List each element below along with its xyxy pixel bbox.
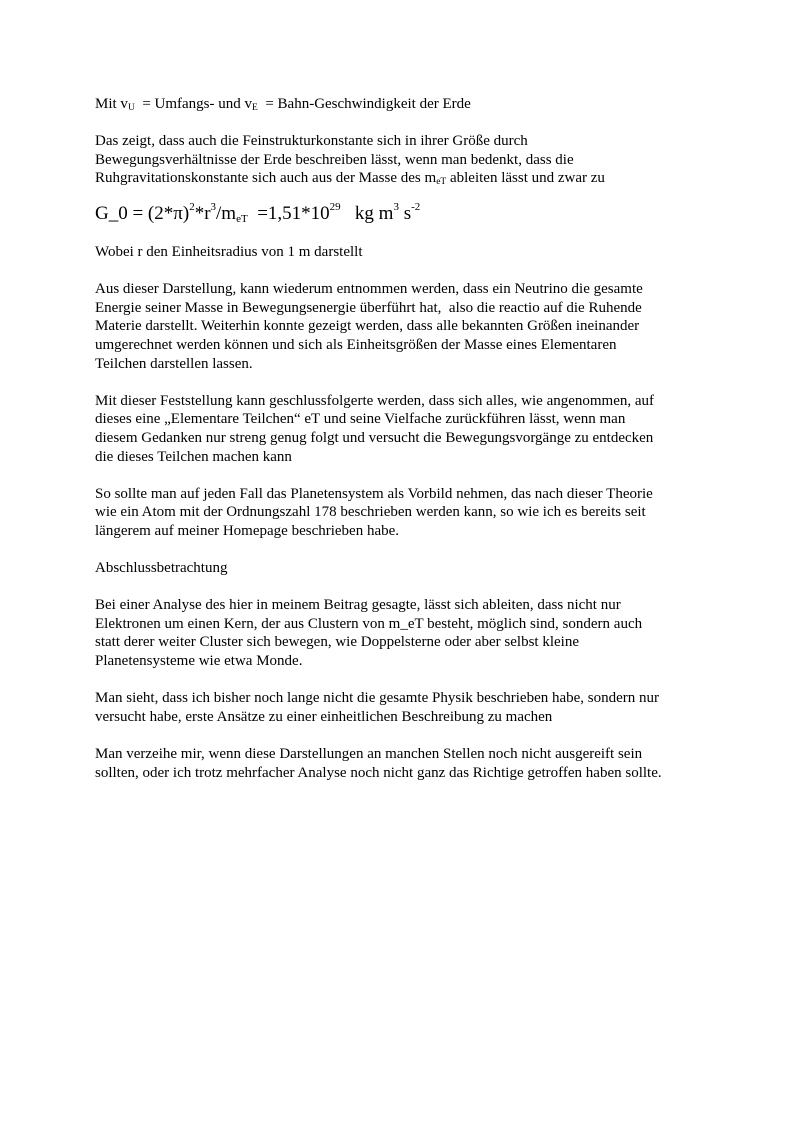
paragraph-line xyxy=(95,169,715,188)
subscript: eT xyxy=(436,177,447,188)
superscript: 3 xyxy=(393,200,399,213)
paragraph-line: die dieses Teilchen machen kann xyxy=(95,448,292,465)
paragraph-line: Bewegungsverhältnisse der Erde beschreiben lässt, wenn man bedenkt, dass die xyxy=(95,151,574,168)
text-segment: Mit v xyxy=(95,96,128,112)
text-segment: Ruhgravitationskonstante sich auch aus der Masse des m xyxy=(95,170,437,187)
paragraph-line: Elektronen um einen Kern, der aus Clustern von m_eT besteht, möglich sind, sondern auch xyxy=(95,615,643,632)
gravitation-formula xyxy=(95,202,715,226)
planetary-system-paragraph xyxy=(95,485,715,541)
formula-part: kg m xyxy=(340,202,394,224)
paragraph-line: Mit dieser Feststellung kann geschlussfolgerte werden, dass sich alles, wie angenommen, auf xyxy=(95,392,655,409)
superscript: 29 xyxy=(329,200,341,213)
paragraph-line: sollten, oder ich trotz mehrfacher Analyse noch nicht ganz das Richtige getroffen haben sollte. xyxy=(95,764,662,781)
document-page xyxy=(95,95,715,801)
radius-note: Wobei r den Einheitsradius von 1 m darstellt xyxy=(95,243,363,260)
paragraph-line: Teilchen darstellen lassen. xyxy=(95,355,253,372)
section-heading: Abschlussbetrachtung xyxy=(95,560,228,577)
text-segment: ableiten lässt und zwar zu xyxy=(446,170,605,187)
formula-part: =1,51*10 xyxy=(247,202,330,224)
text-segment: = Bahn-Geschwindigkeit der Erde xyxy=(257,96,471,112)
paragraph-line: Aus dieser Darstellung, kann wiederum entnommen werden, dass ein Neutrino die gesamte xyxy=(95,281,643,298)
closing-paragraph xyxy=(95,745,715,782)
formula-part: *r xyxy=(194,202,211,224)
elementary-particle-paragraph xyxy=(95,392,715,466)
paragraph-line: Man verzeihe mir, wenn diese Darstellungen an manchen Stellen noch nicht ausgereift sein xyxy=(95,746,643,762)
analysis-paragraph xyxy=(95,596,715,670)
paragraph-line: Energie seiner Masse in Bewegungsenergie überführt hat, also die reactio auf die Ruhende xyxy=(95,299,642,316)
paragraph-line: Man sieht, dass ich bisher noch lange nicht die gesamte Physik beschrieben habe, sondern nur xyxy=(95,690,660,707)
paragraph-line: So sollte man auf jeden Fall das Planetensystem als Vorbild nehmen, das nach dieser Theorie xyxy=(95,485,653,502)
paragraph-line: dieses eine „Elementare Teilchen“ eT und seine Vielfache zurückführen lässt, wenn man xyxy=(95,411,626,428)
superscript: 2 xyxy=(189,200,195,213)
velocity-definition xyxy=(95,95,715,114)
subscript: U xyxy=(127,103,135,113)
subscript: E xyxy=(252,103,258,113)
superscript: 3 xyxy=(210,200,217,213)
paragraph-line: längerem auf meiner Homepage beschrieben habe. xyxy=(95,522,400,539)
neutrino-paragraph xyxy=(95,280,715,373)
paragraph-line: Das zeigt, dass auch die Feinstrukturkonstante sich in ihrer Größe durch xyxy=(95,133,528,150)
text-segment: = Umfangs- und v xyxy=(134,96,253,112)
paragraph-line: Materie darstellt. Weiterhin konnte gezeigt werden, dass alle bekannten Größen ineinander xyxy=(95,318,640,335)
paragraph-line: diesem Gedanken nur streng genug folgt und versucht die Bewegungsvorgänge zu entdecken xyxy=(95,429,654,446)
subscript: eT xyxy=(236,212,248,225)
paragraph-line: Planetensysteme wie etwa Monde. xyxy=(95,653,303,670)
paragraph-line: Bei einer Analyse des hier in meinem Beitrag gesagte, lässt sich ableiten, dass nicht nur xyxy=(95,597,621,614)
formula-part: /m xyxy=(216,202,237,224)
physics-paragraph xyxy=(95,689,715,726)
superscript: -2 xyxy=(411,200,421,213)
paragraph-line: umgerechnet werden können und sich als Einheitsgrößen der Masse eines Elementaren xyxy=(95,336,617,353)
formula-part: s xyxy=(398,202,412,224)
paragraph-line: wie ein Atom mit der Ordnungszahl 178 beschrieben werden kann, so wie ich es bereits seit xyxy=(95,504,646,521)
paragraph-line: versucht habe, erste Ansätze zu einer einheitlichen Beschreibung zu machen xyxy=(95,708,553,725)
fine-structure-paragraph xyxy=(95,132,715,188)
formula-part: G_0 = (2*π) xyxy=(95,202,190,224)
paragraph-line: statt derer weiter Cluster sich bewegen, wie Doppelsterne oder aber selbst kleine xyxy=(95,634,579,651)
